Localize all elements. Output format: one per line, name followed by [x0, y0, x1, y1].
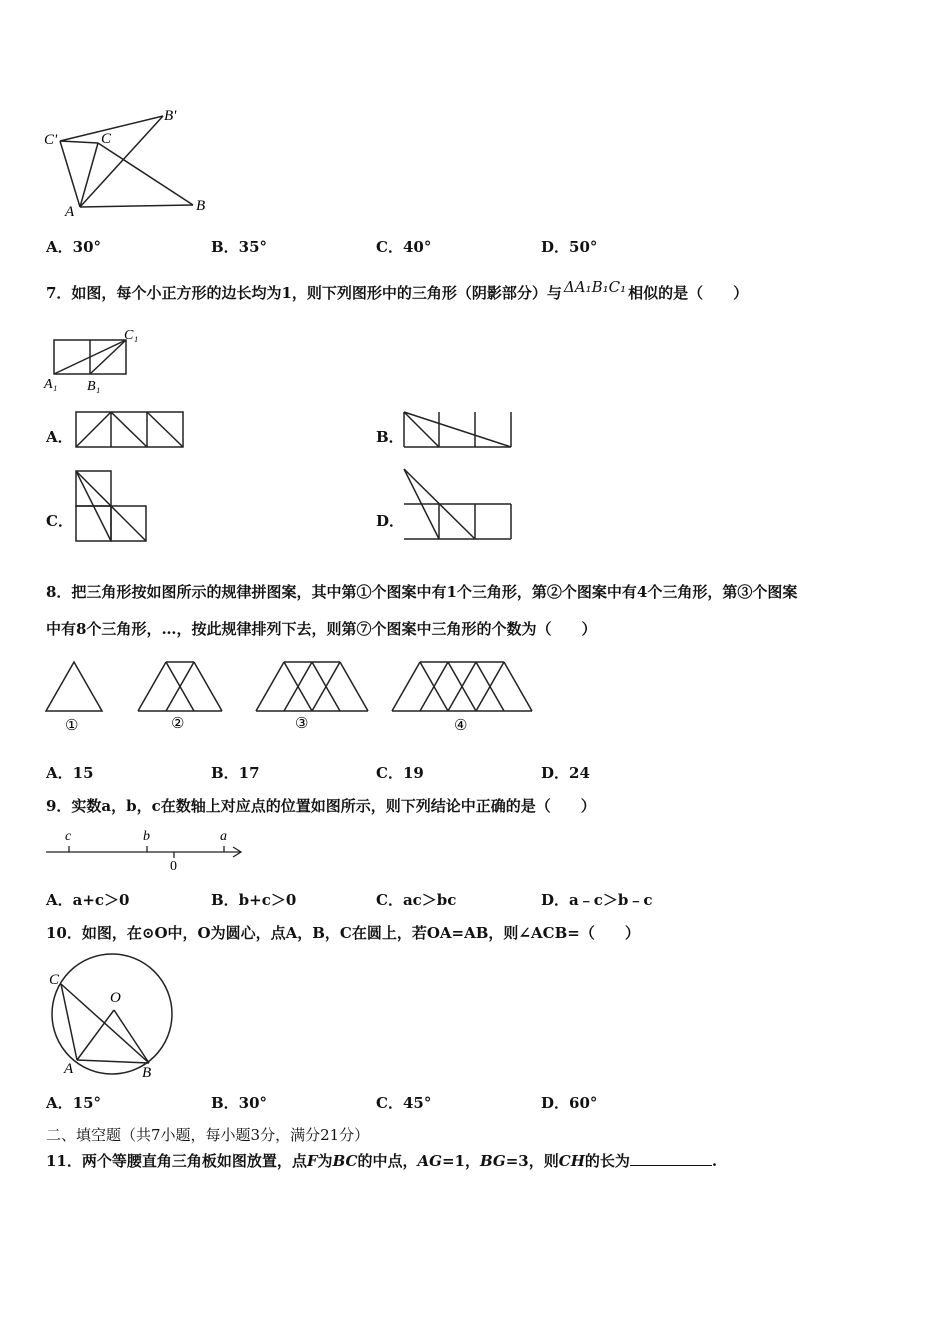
q7-option-b-figure[interactable]	[402, 410, 514, 450]
q6-figure	[40, 105, 220, 220]
q6-option-b[interactable]: B．35°	[211, 238, 268, 256]
q7-stem	[46, 278, 749, 304]
q7-reference-figure	[44, 328, 154, 398]
q7-option-c-figure[interactable]	[74, 469, 150, 544]
q11-segment-bg: BG	[479, 1152, 506, 1170]
q6-option-a[interactable]: A．30°	[46, 238, 102, 256]
q8-pattern-label-3: ③	[295, 716, 309, 732]
q10-stem: 10．如图，在⊙O中，O为圆心，点A，B，C在圆上，若OA=AB，则∠ACB=（ ）	[46, 924, 640, 942]
q6-label-c: C	[101, 131, 112, 147]
q9-label-zero: 0	[170, 859, 177, 874]
q8-option-a[interactable]: A．15	[46, 764, 94, 782]
q11-mid2: 的中点，	[357, 1152, 418, 1170]
q10-label-o: O	[110, 990, 121, 1006]
q7-stem-before: 7．如图，每个小正方形的边长均为1，则下列图形中的三角形（阴影部分）与	[46, 284, 562, 302]
q11-answer-blank[interactable]	[630, 1151, 712, 1166]
q11-segment-bc: BC	[332, 1152, 358, 1170]
q8-pattern-label-1: ①	[65, 718, 79, 734]
q7-triangle-symbol: ΔA₁B₁C₁	[563, 278, 627, 296]
q11-segment-ch: CH	[558, 1152, 585, 1170]
q7-option-d[interactable]: D．	[376, 512, 405, 530]
q8-pattern-label-4: ④	[454, 718, 468, 734]
q11-point-f: F	[306, 1152, 318, 1170]
q10-option-a[interactable]: A．15°	[46, 1094, 102, 1112]
q7-label-b1: B₁	[87, 379, 101, 394]
q9-option-d[interactable]: D．a﹣c＞b﹣c	[541, 891, 653, 909]
q6-label-b-prime: B'	[164, 108, 177, 124]
q10-label-b: B	[142, 1065, 152, 1081]
q8-option-c[interactable]: C．19	[376, 764, 424, 782]
q7-option-c[interactable]: C．	[46, 512, 73, 530]
q7-stem-after: 相似的是（ ）	[628, 284, 749, 302]
q8-stem-line1: 8．把三角形按如图所示的规律拼图案，其中第①个图案中有1个三角形，第②个图案中有4个三角形，第③个图案	[46, 583, 798, 601]
q10-option-d[interactable]: D．60°	[541, 1094, 598, 1112]
q9-number-line	[44, 826, 249, 874]
q9-label-b: b	[143, 829, 150, 844]
q8-patterns	[44, 658, 534, 738]
q11-end: .	[711, 1152, 718, 1170]
q11-mid3: =1，	[441, 1152, 480, 1170]
q9-option-a[interactable]: A．a+c＞0	[46, 891, 130, 909]
q7-option-d-figure[interactable]	[402, 467, 516, 543]
q6-option-c[interactable]: C．40°	[376, 238, 432, 256]
q8-option-b[interactable]: B．17	[211, 764, 260, 782]
q11-prefix: 11．两个等腰直角三角板如图放置，点	[46, 1152, 307, 1170]
section2-title: 二、填空题（共7小题，每小题3分，满分21分）	[46, 1126, 370, 1144]
q7-option-b[interactable]: B．	[376, 428, 404, 446]
q7-label-c1: C₁	[124, 328, 139, 343]
q10-label-c: C	[49, 972, 60, 988]
q9-label-a: a	[220, 829, 227, 844]
q9-stem: 9．实数a，b，c在数轴上对应点的位置如图所示，则下列结论中正确的是（ ）	[46, 797, 596, 815]
q11-segment-ag: AG	[417, 1152, 442, 1170]
q10-option-c[interactable]: C．45°	[376, 1094, 432, 1112]
q8-option-d[interactable]: D．24	[541, 764, 590, 782]
q10-label-a: A	[64, 1061, 74, 1077]
q11-suffix: 的长为	[584, 1152, 630, 1170]
q6-label-c-prime: C'	[44, 132, 58, 148]
q6-label-a: A	[65, 204, 75, 220]
q6-label-b: B	[196, 198, 206, 214]
q10-circle-figure	[44, 956, 184, 1081]
q11-mid1: 为	[317, 1152, 333, 1170]
q7-option-a-figure[interactable]	[74, 410, 186, 450]
q7-option-a[interactable]: A．	[46, 428, 73, 446]
q8-pattern-label-2: ②	[171, 716, 185, 732]
q9-label-c: c	[65, 829, 72, 844]
q6-option-d[interactable]: D．50°	[541, 238, 598, 256]
q10-option-b[interactable]: B．30°	[211, 1094, 268, 1112]
q11-stem	[46, 1150, 717, 1172]
q8-stem-line2: 中有8个三角形，…，按此规律排列下去，则第⑦个图案中三角形的个数为（ ）	[46, 620, 597, 638]
q11-mid4: =3，则	[505, 1152, 559, 1170]
q7-label-a1: A₁	[44, 377, 58, 392]
q9-option-c[interactable]: C．ac＞bc	[376, 891, 457, 909]
q9-option-b[interactable]: B．b+c＞0	[211, 891, 297, 909]
